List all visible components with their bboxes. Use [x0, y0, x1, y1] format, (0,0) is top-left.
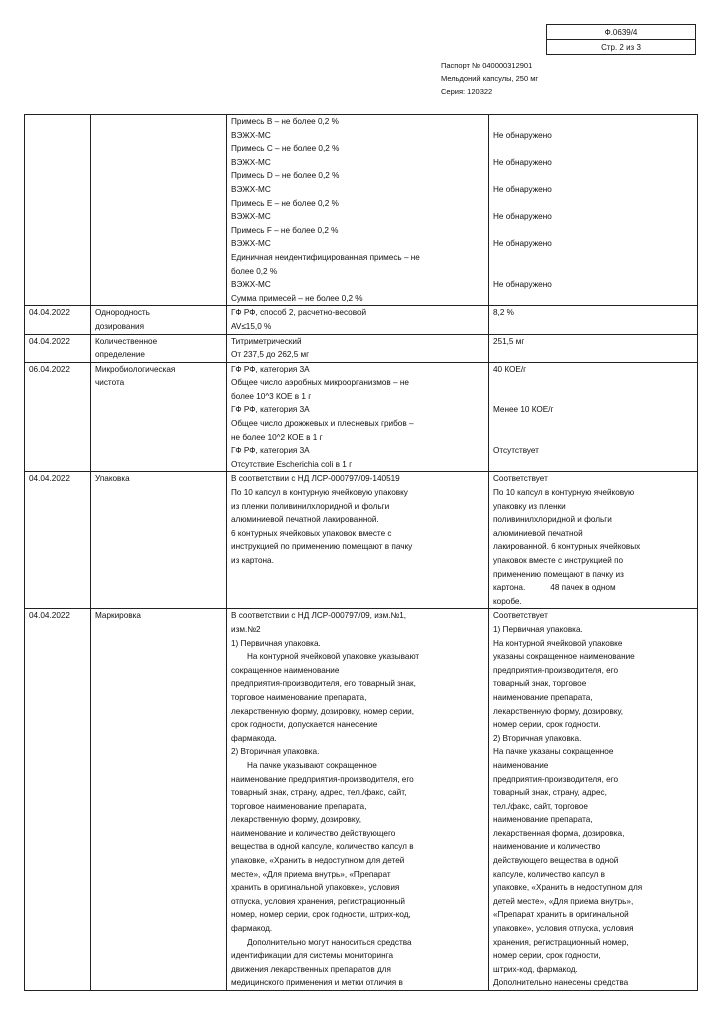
cell-line: алюминиевой печатной лакированной. — [231, 515, 379, 525]
cell-line: 251,5 мг — [493, 336, 525, 346]
cell-line: наименование препарата, — [493, 692, 593, 702]
cell-line: предприятия-производителя, его — [493, 665, 619, 675]
cell-line: не более 10^2 КОЕ в 1 г — [231, 432, 323, 442]
test-name-cell — [91, 115, 227, 306]
cell-line: капсуле, количество капсул в — [493, 869, 605, 879]
cell-line: Маркировка — [95, 611, 141, 621]
cell-line: Не обнаружено — [493, 130, 552, 140]
cell-line: лекарственная форма, дозировка, — [493, 828, 625, 838]
cell-line: сокращенное наименование — [231, 665, 340, 675]
cell-line: предприятия-производителя, его товарный знак, — [231, 679, 416, 689]
cell-line: применению помещают в пачку из — [493, 569, 624, 579]
cell-line: из пленки поливинилхлоридной и фольги — [231, 501, 390, 511]
cell-line: Отсутствие Escherichia coli в 1 г — [231, 459, 353, 469]
cell-line: упаковке, «Хранить в недоступном для детей — [231, 856, 405, 866]
cell-line — [493, 265, 693, 279]
cell-line: наименование и количество действующего — [231, 828, 396, 838]
cell-line — [493, 142, 693, 156]
cell-line: Дополнительно нанесены средства — [493, 978, 629, 988]
method-requirement-cell — [227, 472, 489, 609]
test-name-cell — [91, 334, 227, 362]
method-requirement-cell — [227, 609, 489, 991]
table-row — [25, 306, 698, 334]
cell-line: 1) Первичная упаковка. — [231, 638, 321, 648]
cell-line: ВЭЖХ-МС — [231, 184, 271, 194]
cell-line: 6 контурных ячейковых упаковок вместе с — [231, 528, 392, 538]
cell-line: На пачке указывают сокращенное — [247, 760, 377, 770]
cell-line: 40 КОЕ/г — [493, 364, 527, 374]
cell-line: ГФ РФ, способ 2, расчетно-весовой — [231, 308, 367, 318]
cell-line — [493, 431, 693, 445]
cell-line: хранить в оригинальной упаковке», условия — [231, 883, 400, 893]
cell-line: инструкцией по применению помещают в пачку — [231, 542, 413, 552]
test-date-cell — [25, 609, 91, 991]
cell-line: Не обнаружено — [493, 280, 552, 290]
cell-line: дозирования — [95, 321, 145, 331]
cell-line: штрих-код, фармакод. — [493, 964, 578, 974]
cell-line: наименование предприятия-производителя, его — [231, 774, 414, 784]
cell-line: 2) Вторичная упаковка. — [493, 733, 582, 743]
cell-line: ВЭЖХ-МС — [231, 239, 271, 249]
cell-line: поливинилхлоридной и фольги — [493, 515, 612, 525]
cell-line: Не обнаружено — [493, 184, 552, 194]
cell-line: ГФ РФ, категория 3А — [231, 364, 310, 374]
cell-line: коробе. — [493, 596, 522, 606]
cell-line: торговое наименование препарата, — [231, 801, 367, 811]
cell-line: От 237,5 до 262,5 мг — [231, 350, 310, 360]
cell-line: срок годности, допускается нанесение — [231, 720, 378, 730]
cell-line: 04.04.2022 — [29, 336, 70, 346]
cell-line: лекарственную форму, дозировку, — [493, 706, 624, 716]
cell-line: лекарственную форму, дозировку, номер серии, — [231, 706, 415, 716]
cell-line: 2) Вторичная упаковка. — [231, 747, 320, 757]
cell-line: фармакод. — [231, 924, 273, 934]
cell-line: Сумма примесей – не более 0,2 % — [231, 293, 363, 303]
cell-line: указаны сокращенное наименование — [493, 652, 635, 662]
cell-line: алюминиевой печатной — [493, 528, 583, 538]
cell-line: 1) Первичная упаковка. — [493, 624, 583, 634]
cell-line: предприятия-производителя, его — [493, 774, 619, 784]
result-cell — [489, 334, 698, 362]
cell-line — [493, 115, 693, 129]
cell-line: более 0,2 % — [231, 266, 278, 276]
cell-line: ВЭЖХ-МС — [231, 212, 271, 222]
cell-line: ВЭЖХ-МС — [231, 157, 271, 167]
cell-line: медицинского применения и метки отличия в — [231, 978, 403, 988]
cell-line: номер, номер серии, срок годности, штрих-код, — [231, 910, 411, 920]
table-row — [25, 472, 698, 609]
cell-line: хранения, регистрационный номер, — [493, 937, 629, 947]
cell-line: Упаковка — [95, 474, 130, 484]
cell-line: номер серии, срок годности. — [493, 720, 601, 730]
cell-line: Количественное — [95, 336, 158, 346]
cell-line: Примесь В – не более 0,2 % — [231, 117, 339, 126]
cell-line: По 10 капсул в контурную ячейковую упаковку — [231, 488, 408, 498]
form-code-box — [546, 24, 696, 55]
table-row — [25, 334, 698, 362]
cell-line: месте», «Для приема внутрь», «Препарат — [231, 869, 391, 879]
cell-line: номер серии, срок годности, — [493, 951, 601, 961]
cell-line: упаковку из пленки — [493, 501, 566, 511]
cell-line: упаковке, «Хранить в недоступном для — [493, 883, 643, 893]
test-date-cell — [25, 115, 91, 306]
cell-line: чистота — [95, 378, 125, 388]
cell-line: Менее 10 КОЕ/г — [493, 405, 554, 415]
cell-line: 8,2 % — [493, 308, 514, 318]
cell-line: тел./факс, сайт, торговое — [493, 801, 588, 811]
cell-line — [493, 169, 693, 183]
cell-line: Не обнаружено — [493, 212, 552, 222]
cell-line: Примесь D – не более 0,2 % — [231, 171, 340, 181]
cell-line: движения лекарственных препаратов для — [231, 964, 391, 974]
cell-line: наименование — [493, 760, 549, 770]
cell-line: Титриметрический — [231, 336, 302, 346]
method-requirement-cell — [227, 362, 489, 472]
result-cell — [489, 609, 698, 991]
cell-line — [493, 292, 693, 306]
cell-line: товарный знак, торговое — [493, 679, 587, 689]
cell-line: ВЭЖХ-МС — [231, 130, 271, 140]
cell-line: На контурной ячейковой упаковке указывают — [247, 652, 420, 662]
cell-line: товарный знак, страну, адрес, — [493, 788, 607, 798]
cell-line: По 10 капсул в контурную ячейковую — [493, 488, 635, 498]
cell-line: лакированной. 6 контурных ячейковых — [493, 542, 641, 552]
passport-info — [441, 59, 538, 98]
cell-line: Примесь С – не более 0,2 % — [231, 144, 340, 154]
test-date-cell — [25, 306, 91, 334]
cell-line: Примесь F – не более 0,2 % — [231, 225, 339, 235]
cell-line: 04.04.2022 — [29, 308, 70, 318]
cell-line: Однородность — [95, 308, 150, 318]
page-number: Стр. 2 из 3 — [547, 40, 696, 55]
cell-line: Соответствует — [493, 611, 548, 621]
test-name-cell — [91, 472, 227, 609]
test-name-cell — [91, 609, 227, 991]
cell-line: Единичная неидентифицированная примесь – не — [231, 252, 420, 262]
product-name: Мельдоний капсулы, 250 мг — [441, 74, 539, 83]
results-table — [24, 114, 698, 991]
cell-line — [493, 390, 693, 404]
cell-line: Примесь E – не более 0,2 % — [231, 198, 339, 208]
cell-line — [493, 376, 693, 390]
cell-line: 06.04.2022 — [29, 364, 70, 374]
cell-line: В соответствии с НД ЛСР-000797/09-140519 — [231, 474, 400, 484]
cell-line: 04.04.2022 — [29, 611, 70, 621]
cell-line: На пачке указаны сокращенное — [493, 747, 614, 757]
cell-line — [493, 197, 693, 211]
cell-line: ГФ РФ, категория 3А — [231, 405, 310, 415]
cell-line: определение — [95, 350, 145, 360]
test-date-cell — [25, 334, 91, 362]
result-cell — [489, 362, 698, 472]
cell-line: AV≤15,0 % — [231, 321, 272, 331]
cell-line: из картона. — [231, 556, 274, 565]
cell-line: товарный знак, страну, адрес, тел./факс, сайт, — [231, 788, 407, 798]
cell-line — [493, 224, 693, 238]
cell-line: «Препарат хранить в оригинальной — [493, 910, 629, 920]
test-date-cell — [25, 362, 91, 472]
cell-line: идентификации для системы мониторинга — [231, 951, 394, 961]
cell-line: лекарственную форму, дозировку, — [231, 815, 362, 825]
result-cell — [489, 472, 698, 609]
cell-line: изм.№2 — [231, 624, 261, 634]
cell-line: ВЭЖХ-МС — [231, 280, 271, 290]
method-requirement-cell — [227, 334, 489, 362]
cell-line: более 10^3 КОЕ в 1 г — [231, 391, 312, 401]
cell-line: торговое наименование препарата, — [231, 692, 367, 702]
cell-line: упаковок вместе с инструкцией по — [493, 556, 624, 565]
cell-line: картона. 48 пачек в одном — [493, 583, 616, 593]
cell-line: Отсутствует — [493, 446, 539, 456]
cell-line: отпуска, условия хранения, регистрационный — [231, 896, 405, 906]
cell-line — [493, 417, 693, 431]
test-date-cell — [25, 472, 91, 609]
cell-line: упаковке», условия отпуска, условия — [493, 924, 634, 934]
test-name-cell — [91, 306, 227, 334]
cell-line: Соответствует — [493, 474, 548, 484]
cell-line — [493, 458, 693, 472]
batch-number: Серия: 120322 — [441, 87, 493, 96]
result-cell — [489, 115, 698, 306]
cell-line: детей месте», «Для приема внутрь», — [493, 896, 634, 906]
cell-line: наименование препарата, — [493, 815, 593, 825]
cell-line: ГФ РФ, категория 3А — [231, 446, 310, 456]
cell-line: Общее число дрожжевых и плесневых грибов – — [231, 419, 414, 429]
cell-line: Общее число аэробных микроорганизмов – не — [231, 378, 409, 388]
cell-line: В соответствии с НД ЛСР-000797/09, изм.№1, — [231, 611, 407, 621]
cell-line: Не обнаружено — [493, 239, 552, 249]
cell-line: наименование и количество — [493, 842, 601, 852]
cell-line: действующего вещества в одной — [493, 856, 619, 866]
passport-number: Паспорт № 040000312901 — [441, 61, 533, 70]
cell-line — [29, 115, 86, 129]
cell-line: На контурной ячейковой упаковке — [493, 638, 623, 648]
table-row — [25, 115, 698, 306]
cell-line: Дополнительно могут наноситься средства — [247, 937, 412, 947]
test-name-cell — [91, 362, 227, 472]
result-cell — [489, 306, 698, 334]
cell-line: Микробиологическая — [95, 364, 176, 374]
cell-line: 04.04.2022 — [29, 474, 70, 484]
cell-line: вещества в одной капсуле, количество капсул в — [231, 842, 414, 852]
cell-line: Не обнаружено — [493, 157, 552, 167]
table-row — [25, 362, 698, 472]
cell-line — [493, 251, 693, 265]
method-requirement-cell — [227, 306, 489, 334]
cell-line: фармакода. — [231, 733, 277, 743]
form-code: Ф.0639/4 — [547, 25, 696, 40]
method-requirement-cell — [227, 115, 489, 306]
table-row — [25, 609, 698, 991]
